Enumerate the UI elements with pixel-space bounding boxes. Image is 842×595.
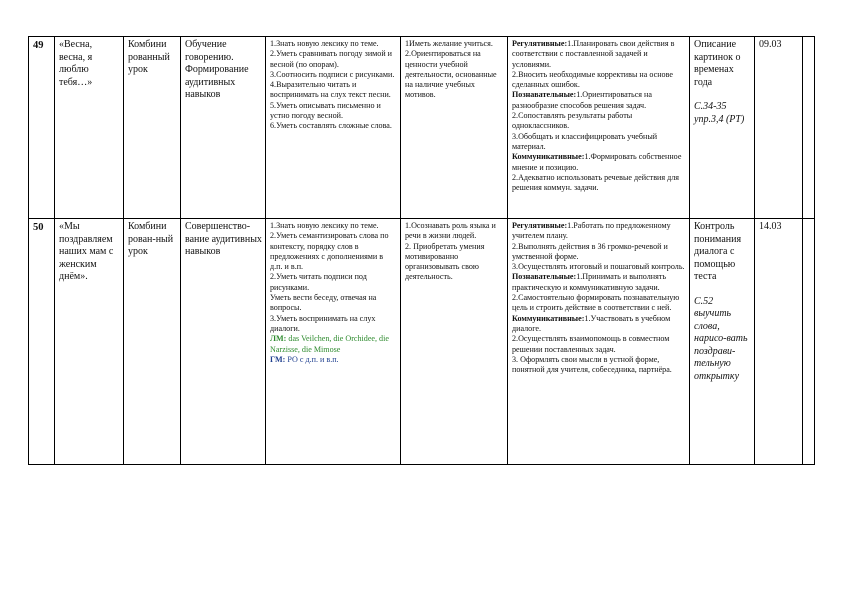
regulatory-block (512, 221, 686, 242)
subject-result: Уметь вести беседу, отвечая на вопросы. (270, 293, 377, 313)
control-title: Описание картинок о временах года (694, 39, 741, 88)
uud-line: 3.Обобщать и классифицировать учебный материал. (512, 131, 658, 151)
personal-result: 2. Приобретать умения мотивированно организовывать свою деятельность. (405, 241, 485, 282)
subject-result: 4.Выразительно читать и воспринимать на слух текст песни. (270, 80, 391, 100)
homework: С.52 выучить слова, нарисо-вать поздрави-тельную открытку (694, 295, 748, 382)
subject-result: 1.Знать новую лексику по теме. (270, 221, 379, 230)
lesson-number: 49 (29, 37, 55, 219)
table-row (29, 219, 815, 465)
homework: С.34-35 упр.3,4 (РТ) (694, 101, 745, 125)
uud-line: 2.Самостоятельно формировать познавательную цель и строить действие в соответствии с ней. (512, 293, 680, 313)
uud-line: 1.Ориентироваться на разнообразие способов решения задач. (512, 90, 652, 110)
cognitive-title: Познавательные: (512, 90, 577, 100)
lesson-date: 09.03 (755, 37, 803, 219)
subject-results-cell (266, 37, 401, 219)
subject-result: 2.Уметь сравнивать погоду зимой и весной (по опорам). (270, 49, 393, 69)
lesson-goal: Обучение говорению. Формирование аудитивных навыков (181, 37, 266, 219)
cognitive-block (512, 272, 686, 293)
lesson-date: 14.03 (755, 219, 803, 465)
cognitive-title: Познавательные: (512, 272, 577, 282)
control-cell (690, 219, 755, 465)
lesson-topic: «Весна, весна, я люблю тебя…» (55, 37, 124, 219)
table-row (29, 37, 815, 219)
subject-result: 6.Уметь составлять сложные слова. (270, 121, 392, 131)
subject-result: 1.Знать новую лексику по теме. (270, 39, 379, 48)
personal-result: 1.Осознавать роль языка и речи в жизни людей. (405, 221, 496, 241)
uud-line: 3. Оформлять свои мысли в устной форме, понятной для учителя, собеседника, партнёра. (512, 354, 672, 375)
subject-result: 3.Уметь воспринимать на слух диалоги. (270, 313, 376, 333)
gm-label: ГМ: (270, 354, 286, 364)
personal-results-cell (401, 37, 508, 219)
uud-line: 1.Планировать свои действия в соответствии с поставленной задачей и условиями. (512, 39, 675, 69)
control-cell (690, 37, 755, 219)
communicative-block (512, 314, 686, 335)
subject-results-cell (266, 219, 401, 465)
uud-line: 1.Участвовать в учебном диалоге. (512, 313, 671, 333)
personal-result: 2.Ориентироваться на ценности учебной деятельности, основанные на наличие учебных мотивов. (405, 49, 497, 100)
subject-result: 2.Уметь читать подписи под рисунками. (270, 272, 367, 292)
personal-results-cell (401, 219, 508, 465)
uud-cell (508, 219, 690, 465)
grammar-material (270, 355, 397, 365)
uud-line: 2.Выполнять действия в 36 громко-речевой и умственной форме. (512, 241, 668, 261)
uud-line: 2.Адекватно использовать речевые действия для решения коммун. задачи. (512, 172, 679, 193)
lesson-goal: Совершенство-вание аудитивных навыков (181, 219, 266, 465)
subject-result: 3.Соотносить подписи с рисунками. (270, 69, 395, 79)
lesson-plan-table (28, 36, 815, 465)
subject-result: 5.Уметь описывать письменно и устно погоду весной. (270, 100, 381, 121)
subject-result: 2.Уметь семантизировать слова по контексту, порядку слов в предложениях с дополнениями в д.п. и в.п. (270, 231, 389, 272)
extra-cell (803, 37, 815, 219)
uud-cell (508, 37, 690, 219)
communicative-block (512, 152, 686, 173)
lm-text: das Veilchen, die Orchidee, die Narzisse, die Mimose (270, 334, 389, 354)
cognitive-block (512, 90, 686, 111)
regulatory-title: Регулятивные: (512, 221, 568, 230)
control-title: Контроль понимания диалога с помощью теста (694, 221, 742, 282)
regulatory-title: Регулятивные: (512, 39, 568, 48)
uud-line: 3.Осуществлять итоговый и пошаговый контроль. (512, 262, 685, 272)
uud-line: 2.Сопоставлять результаты работы одноклассников. (512, 111, 633, 131)
lesson-type: Комбини рован-ный урок (124, 219, 181, 465)
uud-line: 1.Формировать собственное мнение и позицию. (512, 152, 682, 172)
lesson-type: Комбини рованный урок (124, 37, 181, 219)
uud-line: 2.Осуществлять взаимопомощь в совместном решении поставленных задач. (512, 334, 670, 354)
communicative-title: Коммуникативные: (512, 313, 585, 323)
lexical-material (270, 334, 397, 355)
lesson-number: 50 (29, 219, 55, 465)
personal-result: 1Иметь желание учиться. (405, 39, 493, 48)
lm-label: ЛМ: (270, 334, 287, 344)
extra-cell (803, 219, 815, 465)
lesson-topic: «Мы поздравляем наших мам с женским днём». (55, 219, 124, 465)
regulatory-block (512, 39, 686, 70)
uud-line: 2.Вносить необходимые коррективы на основе сделанных ошибок. (512, 69, 673, 90)
uud-line: 1.Принимать и выполнять практическую и коммуникативную задачи. (512, 272, 667, 292)
communicative-title: Коммуникативные: (512, 152, 585, 162)
gm-text: РО с д.п. и в.п. (287, 354, 339, 364)
uud-line: 1.Работать по предложенному учителем плану. (512, 221, 671, 241)
